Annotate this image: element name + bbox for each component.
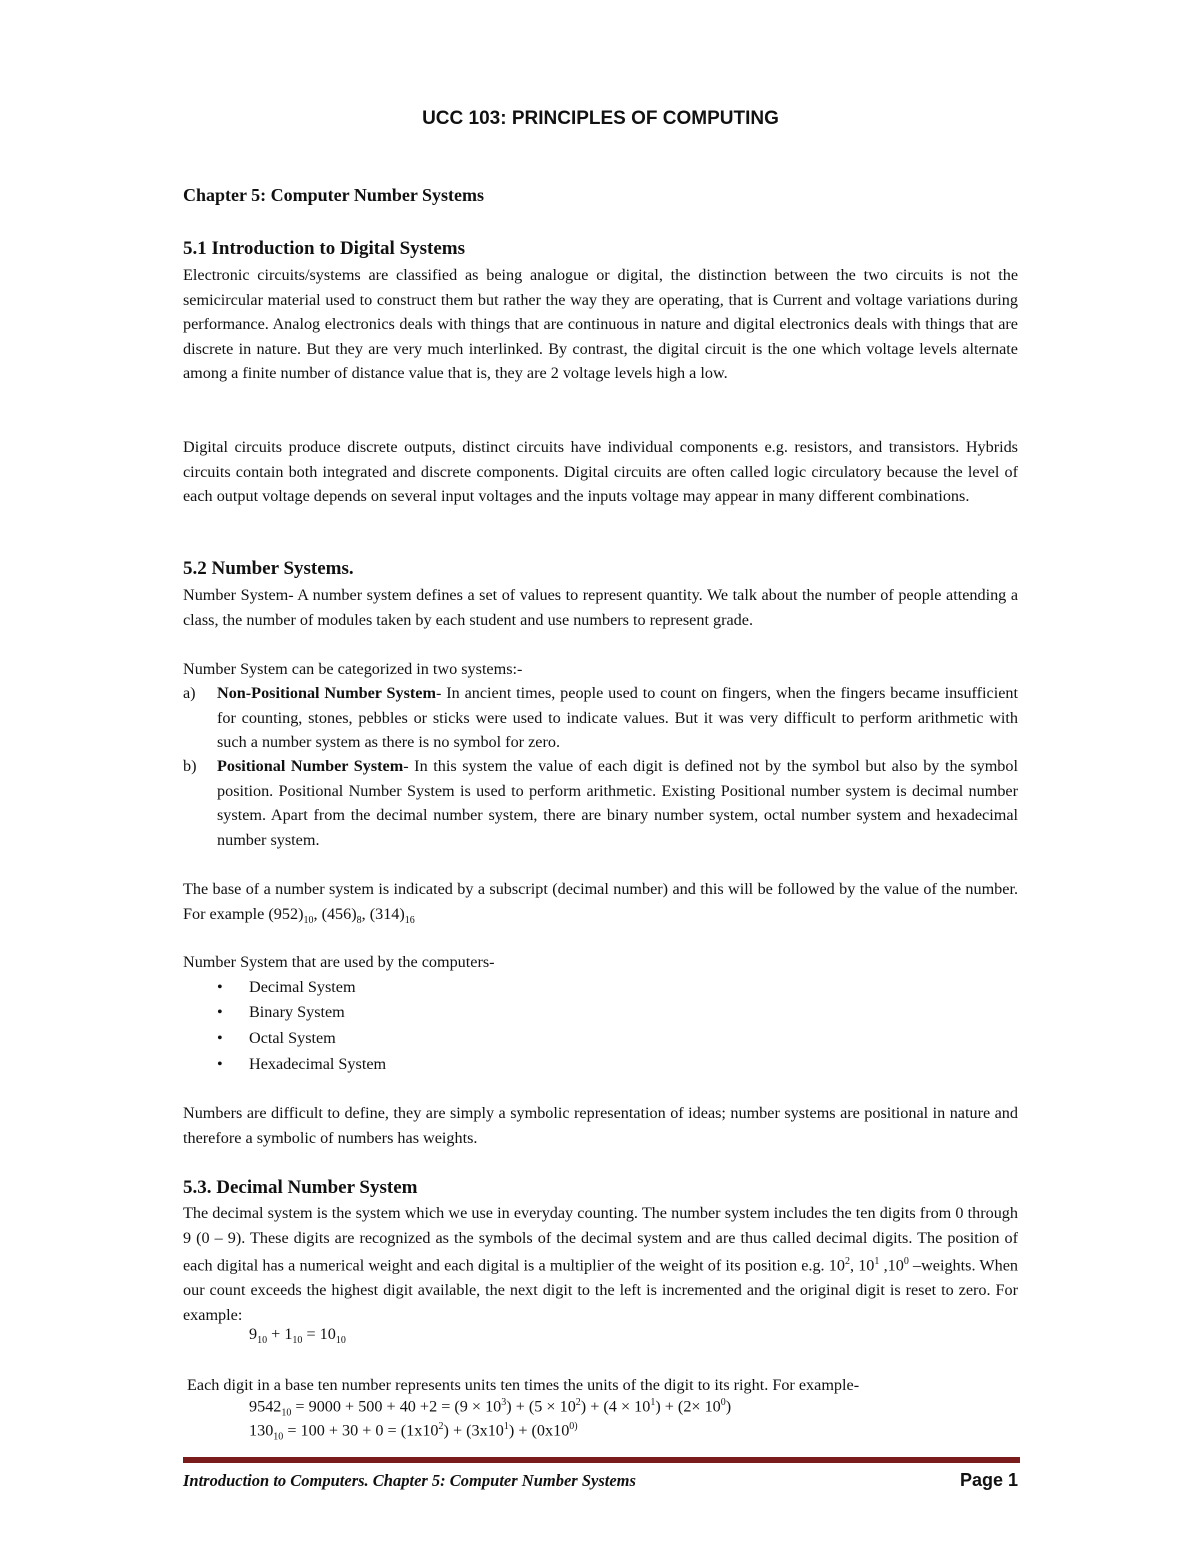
base-intro-text: The base of a number system is indicated by a subscript (decimal number) and this will be followed by the value of the number. For example bbox=[183, 880, 1018, 923]
section-5-3-paragraph-2: Each digit in a base ten number represents units ten times the units of the digit to its right. For example- bbox=[187, 1376, 860, 1394]
exponent: 2 bbox=[575, 1397, 581, 1408]
bullet-text: Hexadecimal System bbox=[249, 1055, 387, 1073]
eq-base: 10 bbox=[335, 1335, 346, 1347]
eq-base: 10 bbox=[292, 1335, 303, 1347]
eq-base: 10 bbox=[281, 1407, 292, 1419]
example-3: (314) bbox=[369, 904, 405, 923]
bullet-text: Binary System bbox=[249, 1003, 345, 1021]
section-5-1-title: 5.1 Introduction to Digital Systems bbox=[183, 238, 466, 259]
section-5-2-paragraph-2: Number System can be categorized in two systems:- bbox=[183, 660, 523, 678]
eq-term: ) + (4 × 10 bbox=[580, 1397, 651, 1416]
decimal-text-c: ,10 bbox=[879, 1256, 904, 1275]
exponent: 1 bbox=[874, 1256, 880, 1268]
decimal-text-d: –weights. When our count exceeds the highest digit available, the next digit to the left is incremented and the original digit is reset to zero. For example: bbox=[183, 1256, 1019, 1324]
eq-base: 10 bbox=[257, 1335, 268, 1347]
exponent: 2 bbox=[844, 1256, 850, 1268]
course-title: UCC 103: PRINCIPLES OF COMPUTING bbox=[422, 108, 779, 129]
bullet-dot: • bbox=[217, 978, 223, 996]
eq-term: 9 bbox=[249, 1325, 258, 1343]
section-5-2-paragraph-1: Number System- A number system defines a set of values to represent quantity. We talk about the number of people attending a class, the number of modules taken by each student and use numbers to represent grade. bbox=[183, 586, 1018, 629]
eq-term: 9542 bbox=[249, 1397, 282, 1416]
footer-title: Introduction to Computers. Chapter 5: Computer Number Systems bbox=[183, 1471, 636, 1490]
eq-term: ) + (3x10 bbox=[443, 1421, 504, 1440]
list-marker: a) bbox=[183, 684, 196, 702]
bullet-dot: • bbox=[217, 1029, 223, 1047]
exponent: 0) bbox=[569, 1421, 578, 1432]
footer-rule bbox=[183, 1457, 1020, 1463]
section-5-2-title: 5.2 Number Systems. bbox=[183, 558, 354, 579]
section-5-3-title: 5.3. Decimal Number System bbox=[183, 1177, 418, 1198]
eq-op: + bbox=[267, 1325, 285, 1343]
example-2: (456) bbox=[321, 904, 357, 923]
eq-term: ) bbox=[725, 1397, 732, 1416]
section-5-2-paragraph-3: The base of a number system is indicated by a subscript (decimal number) and this will be followed by the value of the number. For example $(952)_{10}$, $(456)_8$, $(314)_{16}$ bbox=[183, 880, 1018, 926]
page-number: Page 1 bbox=[960, 1470, 1019, 1490]
example-1: (952) bbox=[268, 904, 304, 923]
decimal-text-b: , 10 bbox=[849, 1256, 875, 1275]
eq-term: = 100 + 30 + 0 = (1x10 bbox=[283, 1421, 439, 1440]
equation-1 bbox=[249, 1325, 346, 1346]
equation-3 bbox=[249, 1421, 578, 1443]
exponent: 1 bbox=[650, 1397, 656, 1408]
list-item-term: Positional Number System bbox=[217, 757, 404, 775]
eq-term: ) + (0x10 bbox=[508, 1421, 570, 1440]
eq-term: 1 bbox=[284, 1325, 293, 1343]
eq-term: = 9000 + 500 + 40 +2 = (9 × 10 bbox=[291, 1397, 502, 1416]
list-item-text: - In ancient times, people used to count on fingers, when the fingers became insufficient for counting, stones, pebbles or sticks were used to indicate values. But it was very difficult to perform arithmetic with such a number system as there is no symbol for zero. bbox=[217, 684, 1018, 752]
bullet-text: Decimal System bbox=[249, 978, 356, 996]
section-5-1-paragraph-2: Digital circuits produce discrete outputs, distinct circuits have individual components e.g. resistors, and transistors. Hybrids circuits contain both integrated and discrete components. Digital circuits are often called logic circulatory because the level of each output voltage depends on several input voltages and the inputs voltage may appear in many different combinations. bbox=[183, 438, 1018, 506]
eq-op: = bbox=[302, 1325, 320, 1343]
list-item-body bbox=[217, 754, 1018, 852]
exponent: 0 bbox=[903, 1256, 909, 1268]
exponent: 0 bbox=[720, 1397, 726, 1408]
decimal-text-a: The decimal system is the system which we use in everyday counting. The number system includes the ten digits from 0 through 9 (0 – 9). These digits are recognized as the symbols of the decimal system and are thus called decimal digits. The position of each digital has a numerical weight and each digital is a multiplier of the weight of its position e.g. 10 bbox=[183, 1204, 1018, 1275]
bullet-dot: • bbox=[217, 1003, 223, 1021]
section-5-1-paragraph-1: Electronic circuits/systems are classified as being analogue or digital, the distinction between the two circuits is not the semicircular material used to construct them but rather the way they are operating, that is Current and voltage variations during performance. Analog electronics deals with things that are continuous in nature and digital electronics deals with things that are discrete in nature. But they are very much interlinked. By contrast, the digital circuit is the one which voltage levels alternate among a finite number of distance value that is, they are 2 voltage levels high a low. bbox=[183, 266, 1018, 383]
eq-term: 130 bbox=[249, 1421, 274, 1440]
eq-term: ) + (2× 10 bbox=[655, 1397, 721, 1416]
list-item-body bbox=[217, 681, 1018, 755]
exponent: 1 bbox=[503, 1421, 509, 1432]
list-item-term: Non-Positional Number System bbox=[217, 684, 436, 702]
exponent: 2 bbox=[438, 1421, 444, 1432]
eq-term: 10 bbox=[319, 1325, 336, 1343]
section-5-2-paragraph-4: Number System that are used by the computers- bbox=[183, 953, 495, 971]
list-item-text: - In this system the value of each digit is defined not by the symbol but also by the symbol position. Positional Number System is used to perform arithmetic. Existing Positional number system is decimal number system. Apart from the decimal number system, there are binary number system, octal number system and hexadecimal number system. bbox=[217, 757, 1018, 849]
eq-term: ) + (5 × 10 bbox=[506, 1397, 576, 1416]
section-5-3-paragraph-1 bbox=[183, 1201, 1018, 1327]
example-2-base: 8 bbox=[356, 914, 362, 926]
list-marker: b) bbox=[183, 757, 197, 775]
bullet-dot: • bbox=[217, 1055, 223, 1073]
example-1-base: 10 bbox=[303, 914, 314, 926]
section-5-2-paragraph-5: Numbers are difficult to define, they are simply a symbolic representation of ideas; number systems are positional in nature and therefore a symbolic of numbers has weights. bbox=[183, 1104, 1018, 1147]
example-3-base: 16 bbox=[404, 914, 415, 926]
bullet-text: Octal System bbox=[249, 1029, 336, 1047]
equation-2 bbox=[249, 1397, 731, 1419]
eq-base: 10 bbox=[273, 1431, 284, 1443]
chapter-title: Chapter 5: Computer Number Systems bbox=[183, 185, 484, 205]
exponent: 3 bbox=[501, 1397, 507, 1408]
